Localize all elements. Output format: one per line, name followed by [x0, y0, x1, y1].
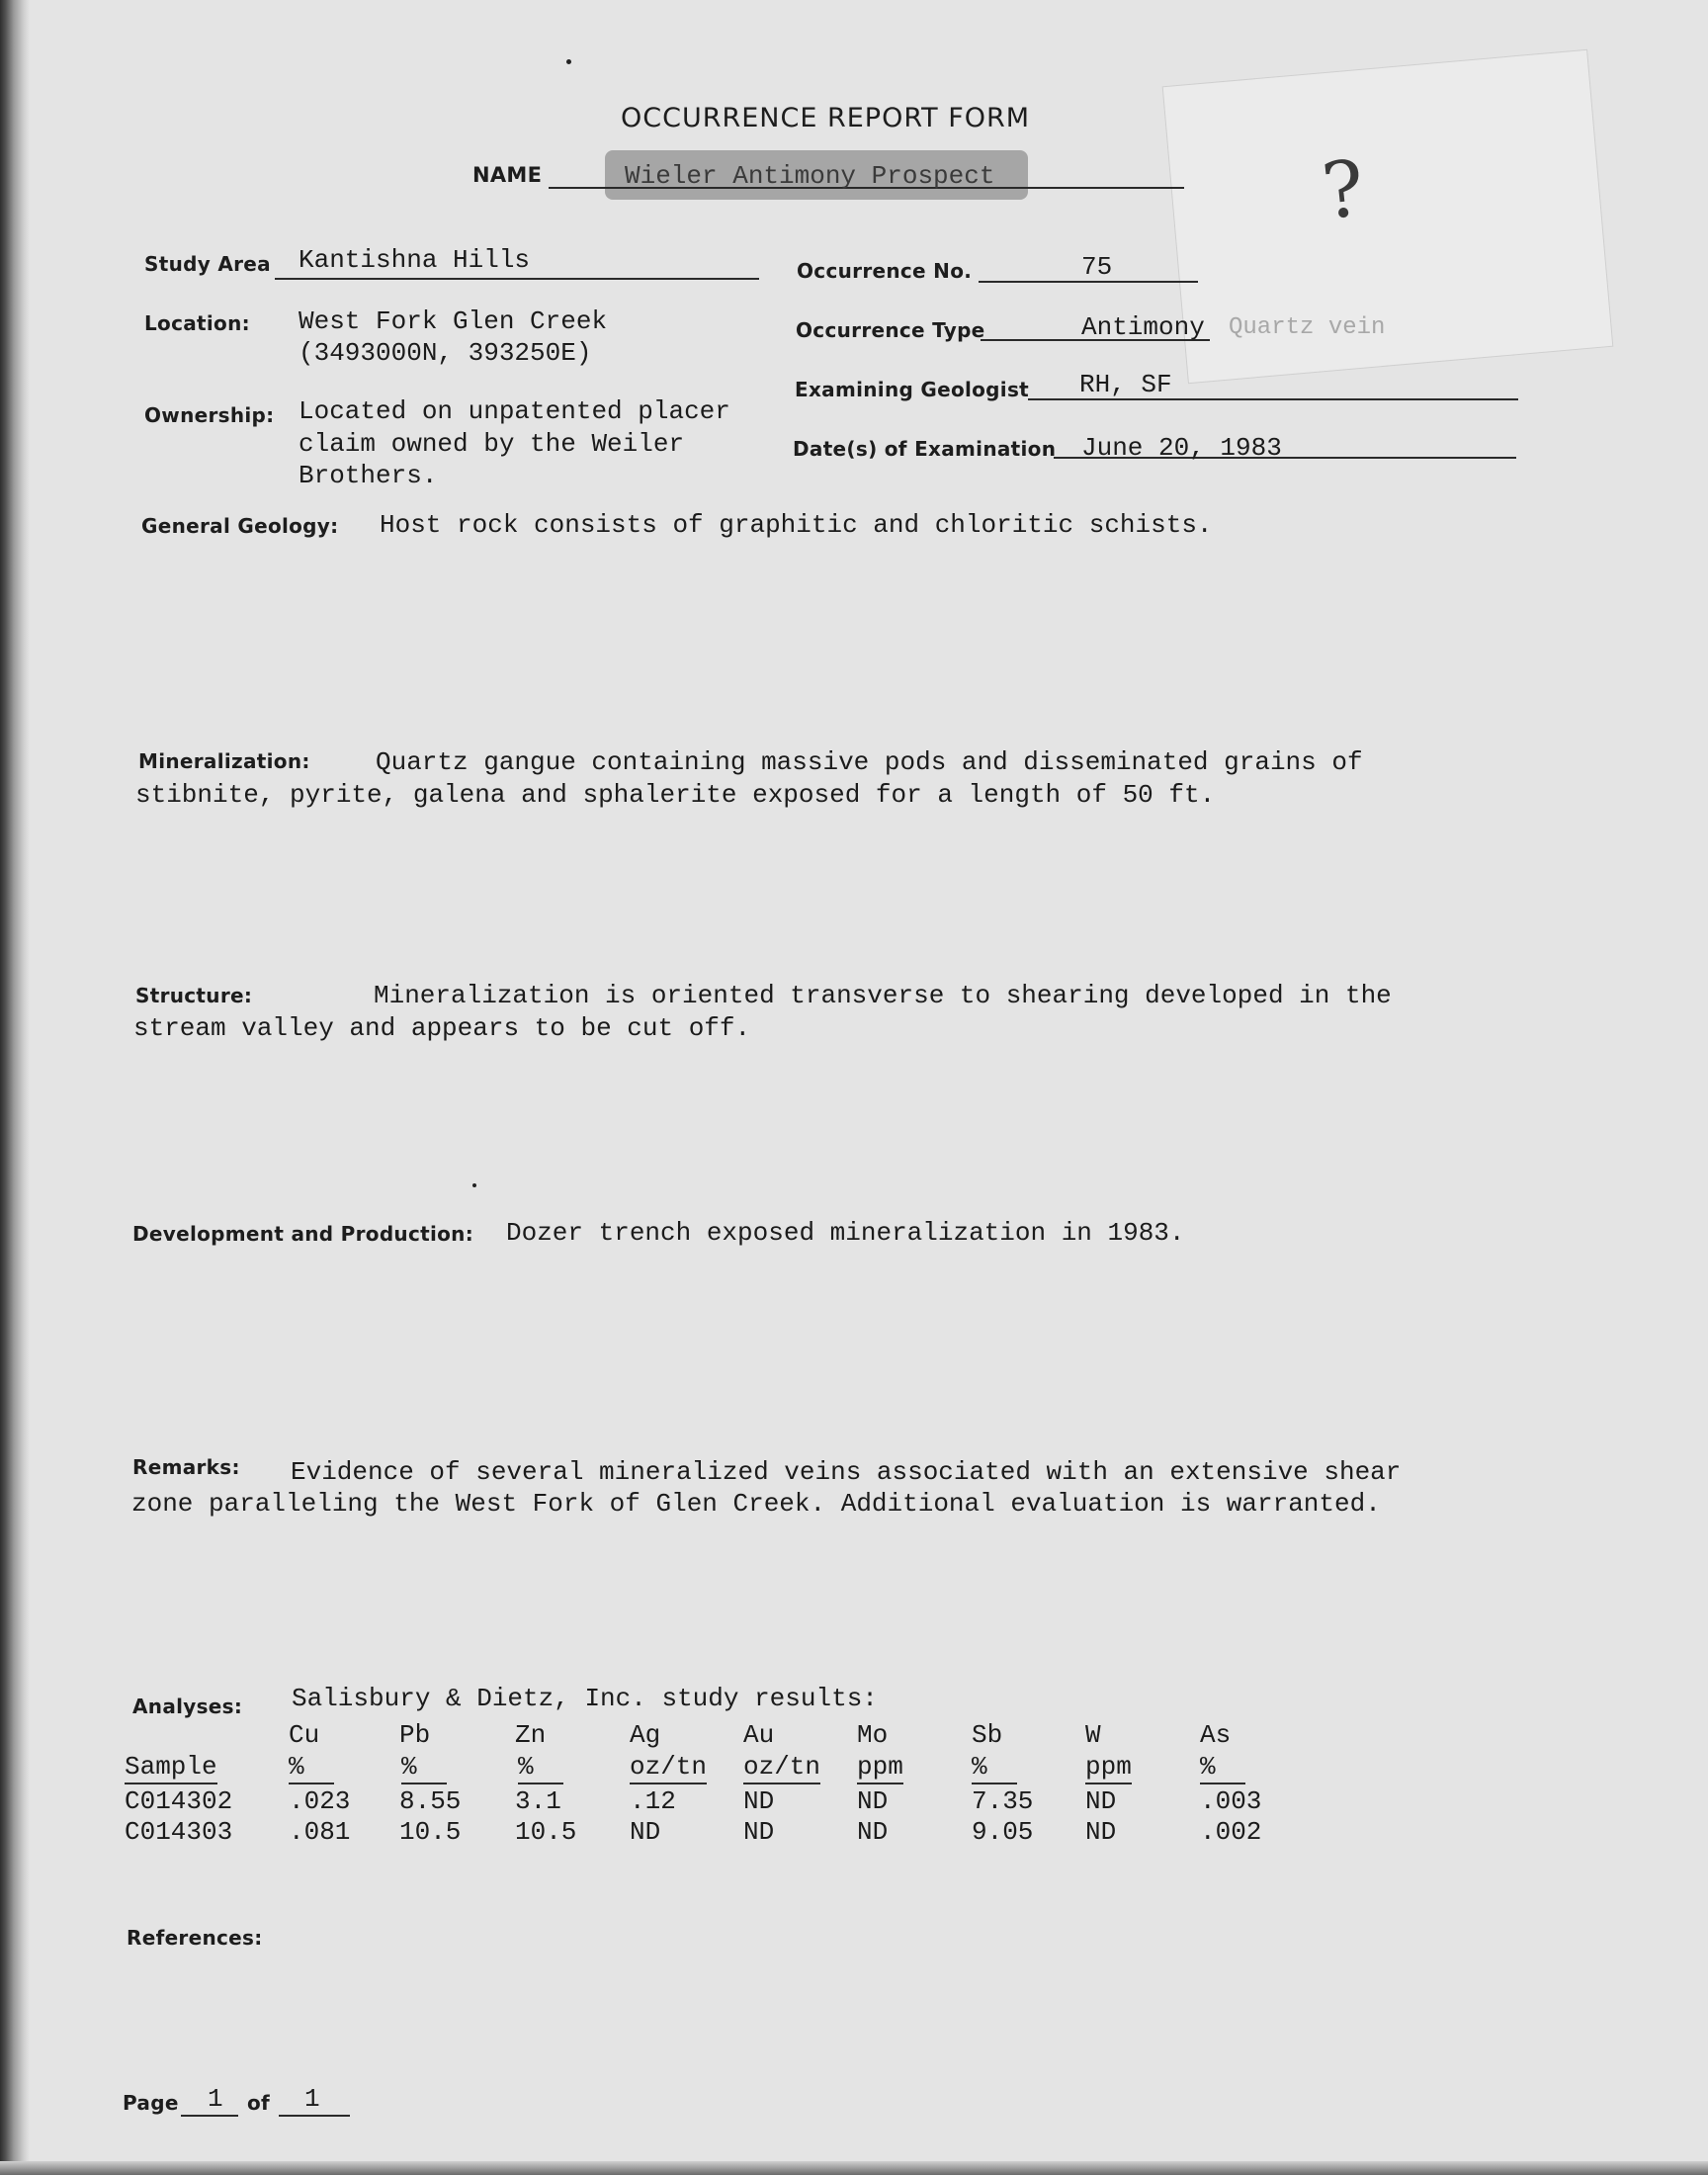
structure-label: Structure: — [135, 984, 253, 1007]
page-label: Page — [123, 2091, 179, 2115]
ink-dot — [472, 1183, 476, 1187]
name-value: Wieler Antimony Prospect — [625, 161, 995, 191]
mineralization-line-2: stibnite, pyrite, galena and sphalerite exposed for a length of 50 ft. — [135, 780, 1216, 810]
table-header-mo: Mo — [857, 1720, 889, 1750]
table-unit-cu — [289, 1752, 334, 1784]
table-cell-ag: ND — [630, 1817, 661, 1847]
table-unit-text: ppm — [857, 1752, 903, 1784]
table-unit-text: % — [401, 1752, 447, 1784]
table-cell-as: .003 — [1200, 1786, 1262, 1816]
table-cell-sample: C014302 — [125, 1786, 233, 1816]
date-value: June 20, 1983 — [1081, 433, 1282, 463]
ownership-line-2: claim owned by the Weiler — [299, 429, 685, 459]
occurrence-type-value: Antimony — [1081, 312, 1205, 342]
remarks-label: Remarks: — [132, 1455, 240, 1479]
table-unit-au — [743, 1752, 820, 1784]
table-unit-ag — [630, 1752, 707, 1784]
table-unit-text: oz/tn — [630, 1752, 707, 1784]
table-cell-pb: 10.5 — [399, 1817, 462, 1847]
occurrence-type-label: Occurrence Type — [796, 318, 985, 342]
table-unit-as — [1200, 1752, 1245, 1784]
form-title: OCCURRENCE REPORT FORM — [621, 103, 1031, 133]
table-cell-w: ND — [1085, 1817, 1117, 1847]
ink-dot — [566, 59, 571, 64]
table-header-as: As — [1200, 1720, 1232, 1750]
mineralization-label: Mineralization: — [138, 749, 310, 773]
geologist-value: RH, SF — [1079, 370, 1172, 399]
table-cell-w: ND — [1085, 1786, 1117, 1816]
table-cell-cu: .081 — [289, 1817, 351, 1847]
ownership-label: Ownership: — [144, 403, 275, 427]
development-text: Dozer trench exposed mineralization in 1983. — [506, 1218, 1185, 1248]
ownership-line-1: Located on unpatented placer — [299, 396, 730, 426]
date-label: Date(s) of Examination — [793, 437, 1057, 461]
table-unit-text: % — [289, 1752, 334, 1784]
table-unit-pb — [401, 1752, 447, 1784]
table-unit-text: ppm — [1085, 1752, 1132, 1784]
page-value: 1 — [208, 2084, 223, 2114]
table-cell-sb: 7.35 — [972, 1786, 1034, 1816]
table-unit-sb — [972, 1752, 1017, 1784]
table-unit-text: oz/tn — [743, 1752, 820, 1784]
remarks-line-1: Evidence of several mineralized veins associated with an extensive shear — [291, 1457, 1402, 1487]
table-unit-mo — [857, 1752, 903, 1784]
of-underline — [279, 2115, 350, 2117]
table-cell-pb: 8.55 — [399, 1786, 462, 1816]
ownership-line-3: Brothers. — [299, 461, 438, 490]
occurrence-type-faint-text: Quartz vein — [1229, 314, 1386, 341]
general-geology-text: Host rock consists of graphitic and chloritic schists. — [380, 510, 1213, 540]
analyses-intro: Salisbury & Dietz, Inc. study results: — [292, 1684, 878, 1713]
table-header-sb: Sb — [972, 1720, 1003, 1750]
bottom-edge-shadow — [0, 2161, 1708, 2175]
table-cell-sb: 9.05 — [972, 1817, 1034, 1847]
table-header-au: Au — [743, 1720, 775, 1750]
binding-shadow — [0, 0, 30, 2175]
table-header-zn: Zn — [515, 1720, 547, 1750]
study-area-value: Kantishna Hills — [299, 245, 531, 275]
table-header-ag: Ag — [630, 1720, 661, 1750]
remarks-line-2: zone paralleling the West Fork of Glen Creek. Additional evaluation is warranted. — [131, 1489, 1381, 1519]
occurrence-no-value: 75 — [1081, 252, 1113, 282]
table-cell-zn: 10.5 — [515, 1817, 577, 1847]
table-cell-zn: 3.1 — [515, 1786, 561, 1816]
table-unit-text: Sample — [125, 1752, 217, 1784]
location-label: Location: — [144, 311, 250, 335]
table-header-pb: Pb — [399, 1720, 431, 1750]
table-unit-w — [1085, 1752, 1132, 1784]
structure-line-1: Mineralization is oriented transverse to shearing developed in the — [374, 981, 1392, 1010]
mineralization-line-1: Quartz gangue containing massive pods and disseminated grains of — [376, 747, 1363, 777]
table-cell-mo: ND — [857, 1817, 889, 1847]
of-label: of — [247, 2091, 271, 2115]
table-cell-mo: ND — [857, 1786, 889, 1816]
table-cell-ag: .12 — [630, 1786, 676, 1816]
table-cell-sample: C014303 — [125, 1817, 233, 1847]
of-value: 1 — [304, 2084, 320, 2114]
table-unit-zn — [518, 1752, 563, 1784]
page-underline — [181, 2115, 238, 2117]
table-header-cu: Cu — [289, 1720, 320, 1750]
handwritten-question-mark: ? — [1318, 144, 1369, 237]
table-unit-text: % — [972, 1752, 1017, 1784]
table-cell-au: ND — [743, 1817, 775, 1847]
table-cell-au: ND — [743, 1786, 775, 1816]
table-header-w: W — [1085, 1720, 1101, 1750]
table-unit-text: % — [1200, 1752, 1245, 1784]
study-area-label: Study Area — [144, 252, 271, 276]
structure-line-2: stream valley and appears to be cut off. — [133, 1013, 751, 1043]
location-line-1: West Fork Glen Creek — [299, 306, 608, 336]
occurrence-no-label: Occurrence No. — [797, 259, 973, 283]
table-cell-as: .002 — [1200, 1817, 1262, 1847]
study-area-underline — [275, 278, 759, 280]
name-label: NAME — [472, 163, 543, 187]
development-label: Development and Production: — [132, 1222, 474, 1246]
geologist-label: Examining Geologist — [795, 378, 1030, 401]
analyses-label: Analyses: — [132, 1695, 243, 1718]
table-unit-text: % — [518, 1752, 563, 1784]
general-geology-label: General Geology: — [141, 514, 339, 538]
table-unit-sample — [125, 1752, 217, 1784]
table-cell-cu: .023 — [289, 1786, 351, 1816]
references-label: References: — [127, 1926, 263, 1950]
location-line-2: (3493000N, 393250E) — [299, 338, 592, 368]
